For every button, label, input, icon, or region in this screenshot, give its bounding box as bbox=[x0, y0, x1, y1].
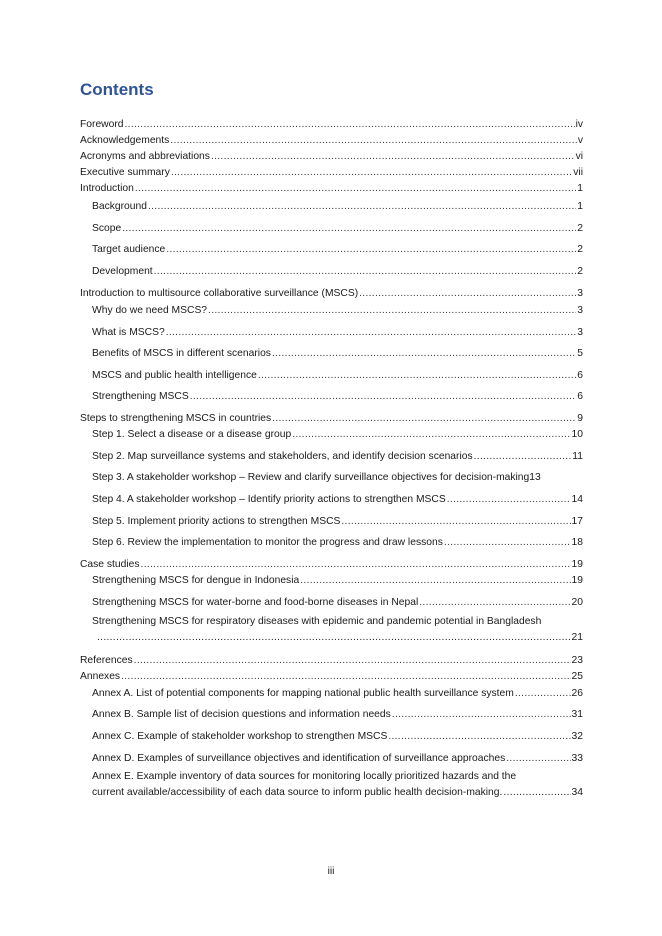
toc-subentry[interactable]: Strengthening MSCS for dengue in Indonesia ..... 19 bbox=[92, 574, 583, 588]
toc-entry[interactable]: Executive summary ..... vii bbox=[80, 166, 583, 180]
toc-subentry[interactable]: Annex E. Example inventory of data sources for monitoring locally prioritized hazards and the current available/accessibility of each data source to inform public health decision-making. ..... 34 bbox=[92, 769, 583, 801]
toc-entry[interactable]: References ..... 23 bbox=[80, 654, 583, 668]
toc-entry[interactable]: Steps to strengthening MSCS in countries ..... 9 bbox=[80, 412, 583, 426]
toc-subentry[interactable]: Scope ..... 2 bbox=[92, 222, 583, 236]
toc-subentry[interactable]: Step 2. Map surveillance systems and stakeholders, and identify decision scenarios ..... 11 bbox=[92, 450, 583, 464]
page-title: Contents bbox=[80, 80, 154, 99]
toc-subentry[interactable]: Step 3. A stakeholder workshop – Review and clarify surveillance objectives for decision-making 13 bbox=[92, 472, 541, 483]
toc-entry[interactable]: Introduction to multisource collaborative surveillance (MSCS) ..... 3 bbox=[80, 287, 583, 301]
toc-entry[interactable]: Case studies ..... 19 bbox=[80, 558, 583, 572]
toc-subentry[interactable]: Benefits of MSCS in different scenarios ..... 5 bbox=[92, 347, 583, 361]
toc-subentry[interactable]: Background ..... 1 bbox=[92, 200, 583, 214]
toc-subentry[interactable]: Annex C. Example of stakeholder workshop to strengthen MSCS ..... 32 bbox=[92, 730, 583, 744]
toc-subentry[interactable]: Strengthening MSCS ..... 6 bbox=[92, 390, 583, 404]
toc-subentry[interactable]: What is MSCS? ..... 3 bbox=[92, 326, 583, 340]
toc-entry[interactable]: Acknowledgements ..... v bbox=[80, 134, 583, 148]
toc-subentry[interactable]: Why do we need MSCS? ..... 3 bbox=[92, 304, 583, 318]
toc-subentry[interactable]: Step 6. Review the implementation to monitor the progress and draw lessons ..... 18 bbox=[92, 536, 583, 550]
toc-entry[interactable]: Annexes ..... 25 bbox=[80, 670, 583, 684]
toc-subentry[interactable]: Annex B. Sample list of decision questions and information needs ..... 31 bbox=[92, 708, 583, 722]
toc-subentry[interactable]: Annex A. List of potential components for mapping national public health surveillance system ..... 26 bbox=[92, 687, 583, 701]
toc-subentry[interactable]: MSCS and public health intelligence ..... 6 bbox=[92, 369, 583, 383]
toc-subentry[interactable]: Step 4. A stakeholder workshop – Identify priority actions to strengthen MSCS ..... 14 bbox=[92, 493, 583, 507]
toc-subentry[interactable]: Development ..... 2 bbox=[92, 265, 583, 279]
toc-entry[interactable]: Foreword ..... iv bbox=[80, 118, 583, 132]
toc-subentry[interactable]: Strengthening MSCS for respiratory diseases with epidemic and pandemic potential in Bangladesh ..... 21 bbox=[92, 614, 583, 646]
toc-subentry[interactable]: Annex D. Examples of surveillance objectives and identification of surveillance approaches ..... 33 bbox=[92, 752, 583, 766]
toc-subentry[interactable]: Step 1. Select a disease or a disease group ..... 10 bbox=[92, 428, 583, 442]
toc-subentry[interactable]: Target audience ..... 2 bbox=[92, 243, 583, 257]
toc-entry[interactable]: Acronyms and abbreviations ..... vi bbox=[80, 150, 583, 164]
toc-subentry[interactable]: Strengthening MSCS for water-borne and food-borne diseases in Nepal ..... 20 bbox=[92, 596, 583, 610]
page-number: iii bbox=[327, 866, 335, 877]
toc-subentry[interactable]: Step 5. Implement priority actions to strengthen MSCS ..... 17 bbox=[92, 515, 583, 529]
toc-entry[interactable]: Introduction ..... 1 bbox=[80, 182, 583, 196]
